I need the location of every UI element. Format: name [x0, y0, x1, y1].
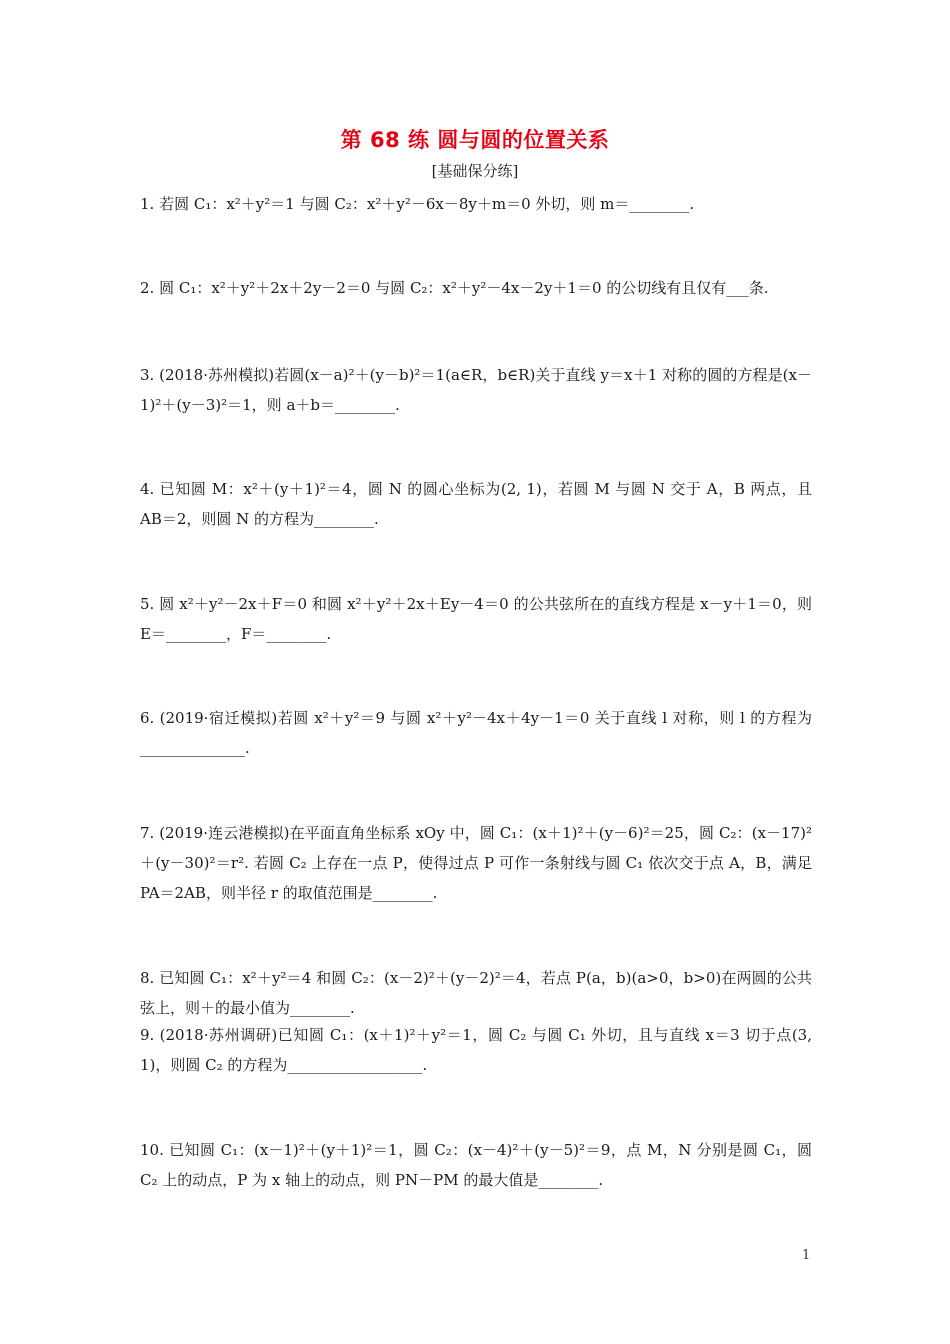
problem-5: 5. 圆 x²＋y²－2x＋F＝0 和圆 x²＋y²＋2x＋Ey－4＝0 的公共弦所在的直线方程是 x－y＋1＝0，则 E＝________，F＝________. [140, 595, 812, 643]
problem-9: 9. (2018·苏州调研)已知圆 C₁：(x＋1)²＋y²＝1，圆 C₂ 与圆 C₁ 外切，且与直线 x＝3 切于点(3, 1)，则圆 C₂ 的方程为__________________. [140, 1026, 812, 1074]
problem-2: 2. 圆 C₁：x²＋y²＋2x＋2y－2＝0 与圆 C₂：x²＋y²－4x－2y＋1＝0 的公切线有且仅有___条. [140, 279, 769, 297]
problem-8: 8. 已知圆 C₁：x²＋y²＝4 和圆 C₂：(x－2)²＋(y－2)²＝4，若点 P(a，b)(a>0，b>0)在两圆的公共弦上，则＋的最小值为________. [140, 969, 812, 1017]
problem-3: 3. (2018·苏州模拟)若圆(x－a)²＋(y－b)²＝1(a∈R，b∈R)关于直线 y＝x＋1 对称的圆的方程是(x－1)²＋(y－3)²＝1，则 a＋b＝________. [140, 366, 812, 414]
problem-10: 10. 已知圆 C₁：(x－1)²＋(y＋1)²＝1，圆 C₂：(x－4)²＋(y－5)²＝9，点 M，N 分别是圆 C₁，圆 C₂ 上的动点，P 为 x 轴上的动点，则 PN－PM 的最大值是________. [140, 1141, 812, 1189]
page-title: 第 68 练 圆与圆的位置关系 [340, 128, 610, 152]
problem-1: 1. 若圆 C₁：x²＋y²＝1 与圆 C₂：x²＋y²－6x－8y＋m＝0 外切，则 m＝________. [140, 195, 695, 213]
problem-6: 6. (2019·宿迁模拟)若圆 x²＋y²＝9 与圆 x²＋y²－4x＋4y－1＝0 关于直线 l 对称，则 l 的方程为______________. [140, 709, 812, 757]
problem-4: 4. 已知圆 M：x²＋(y＋1)²＝4，圆 N 的圆心坐标为(2, 1)，若圆 M 与圆 N 交于 A，B 两点，且 AB＝2，则圆 N 的方程为________. [140, 480, 812, 528]
section-label: [基础保分练] [431, 162, 519, 180]
problem-7: 7. (2019·连云港模拟)在平面直角坐标系 xOy 中，圆 C₁：(x＋1)²＋(y－6)²＝25，圆 C₂：(x－17)²＋(y－30)²＝r². 若圆 C₂ 上存在一点 P，使得过点 P 可作一条射线与圆 C₁ 依次交于点 A，B，满足 PA＝2AB，则半径 r 的取值范围是________. [140, 824, 812, 902]
page-number: 1 [802, 1248, 811, 1263]
